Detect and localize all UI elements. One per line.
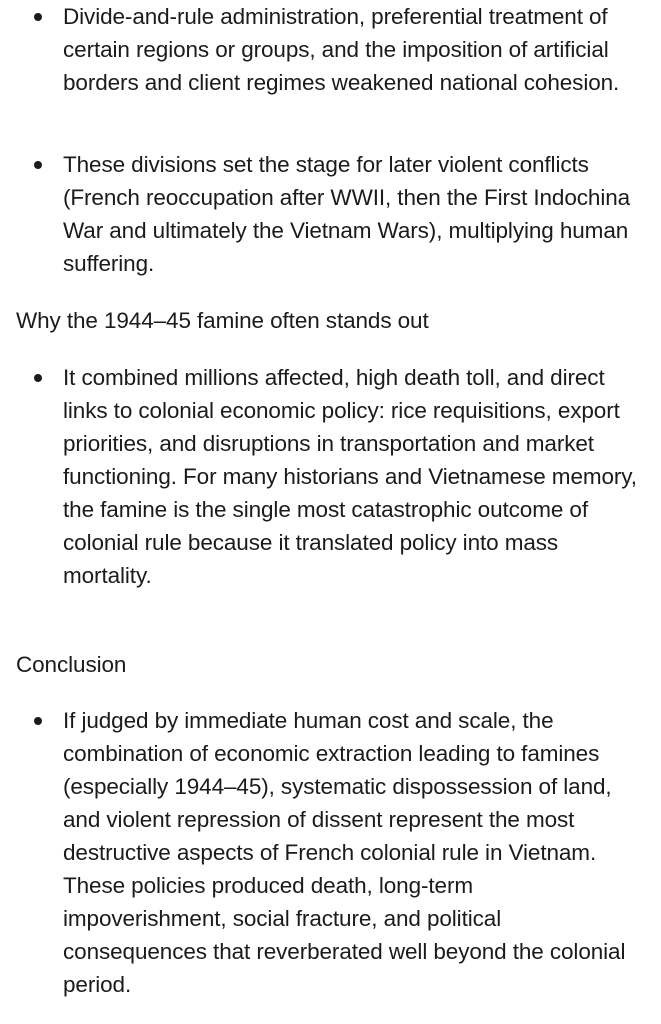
bullet-dot-icon xyxy=(34,161,42,169)
list-item-text: These divisions set the stage for later violent conflicts (French reoccupation after WWII, then the First Indochina War and ultimately the Vietnam Wars), multiplying human suffering. xyxy=(63,152,631,276)
section-heading-famine: Why the 1944–45 famine often stands out xyxy=(16,308,429,333)
list-item-text: If judged by immediate human cost and scale, the combination of economic extraction leading to famines (especially 1944–45), systematic dispossession of land, and violent repression of dissent represent the most destructive aspects of French colonial rule in Vietnam. These policies produced death, long-term impoverishment, social fracture, and political consequences that reverberated well beyond the colonial period. xyxy=(63,708,626,997)
section-heading-conclusion: Conclusion xyxy=(16,652,127,677)
bullet-dot-icon xyxy=(34,374,42,382)
bullet-dot-icon xyxy=(34,717,42,725)
list-item xyxy=(0,148,661,280)
list-item-text: Divide-and-rule administration, preferential treatment of certain regions or groups, and the imposition of artificial borders and client regimes weakened national cohesion. xyxy=(63,4,620,95)
bullet-dot-icon xyxy=(34,13,42,21)
list-item-text: It combined millions affected, high death toll, and direct links to colonial economic policy: rice requisitions, export priorities, and disruptions in transportation and market functioning. For many historians and Vietnamese memory, the famine is the single most catastrophic outcome of colonial rule because it translated policy into mass mortality. xyxy=(63,365,637,588)
list-item xyxy=(0,361,661,592)
list-item xyxy=(0,0,661,99)
list-item xyxy=(0,704,661,1001)
